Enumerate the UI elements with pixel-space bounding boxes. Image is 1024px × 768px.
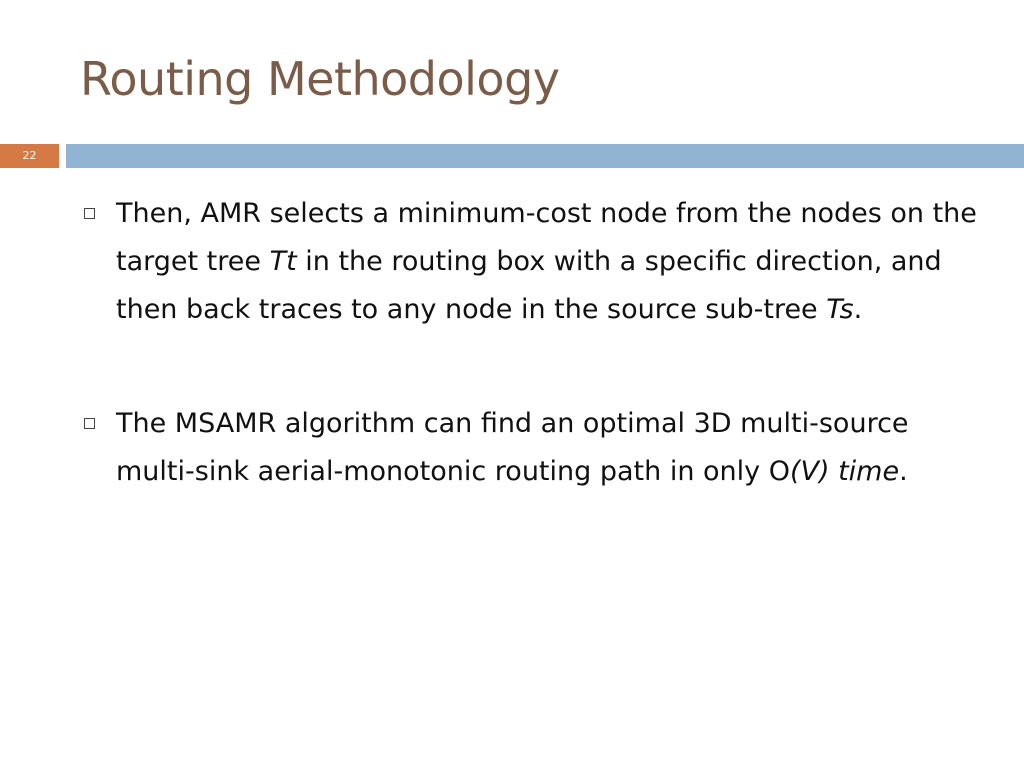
slide-title: Routing Methodology: [80, 52, 560, 106]
square-bullet-icon: [84, 418, 95, 429]
bullet-text: in the routing box with a specific direction, and then back traces to any node in the source sub-tree: [116, 246, 942, 325]
slide-body: [84, 190, 984, 496]
slide-number: 22: [0, 144, 59, 168]
bullet-text: .: [899, 456, 908, 487]
header-rule: [66, 144, 1024, 168]
square-bullet-icon: [84, 208, 95, 219]
bullet-text: .: [853, 294, 863, 325]
bullet-item: [84, 400, 984, 496]
bullet-item: [84, 190, 984, 334]
bullet-text: Then, AMR selects a minimum-cost node from the nodes on the target tree: [116, 198, 977, 277]
target-tree-symbol: Tt: [269, 246, 297, 277]
source-tree-symbol: Ts: [826, 294, 854, 325]
bullet-text: The MSAMR algorithm can find an optimal 3D multi-source multi-sink aerial-monotonic routing path in only O: [116, 408, 909, 487]
complexity-expression: (V) time: [789, 456, 900, 487]
